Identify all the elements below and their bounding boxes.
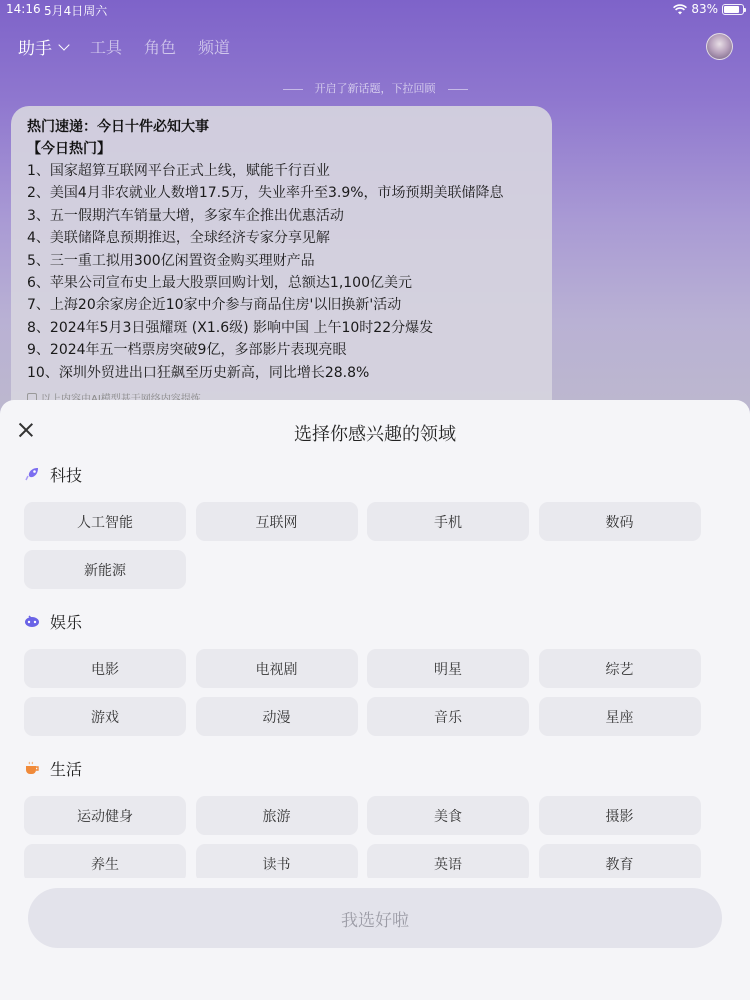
option-chip[interactable]: 美食: [367, 796, 529, 835]
section-tech-title: 科技: [50, 465, 83, 485]
option-chip[interactable]: 动漫: [196, 697, 358, 736]
section-tech-header: [24, 460, 750, 488]
section-entertainment: [0, 607, 750, 736]
section-life-title: 生活: [50, 759, 83, 779]
option-chip[interactable]: 养生: [24, 844, 186, 878]
option-chip[interactable]: 综艺: [539, 649, 701, 688]
option-chip[interactable]: 旅游: [196, 796, 358, 835]
cup-icon: [24, 760, 40, 776]
avatar[interactable]: [706, 33, 733, 60]
option-chip[interactable]: 人工智能: [24, 502, 186, 541]
option-chip[interactable]: 读书: [196, 844, 358, 878]
section-tech: [0, 460, 750, 589]
section-entertainment-title: 娱乐: [50, 612, 83, 632]
option-chip[interactable]: 电视剧: [196, 649, 358, 688]
option-chip[interactable]: 教育: [539, 844, 701, 878]
tab-tools[interactable]: 工具: [90, 38, 123, 57]
option-chip[interactable]: 互联网: [196, 502, 358, 541]
news-item: 3、五一假期汽车销量大增，多家车企推出优惠活动: [27, 207, 344, 224]
news-subtitle: 【今日热门】: [27, 141, 111, 157]
news-card: [11, 106, 552, 426]
news-title: 热门速递：今日十件必知大事: [27, 119, 209, 135]
tab-roles[interactable]: 角色: [144, 38, 177, 57]
battery-percent: 83%: [691, 2, 718, 16]
news-item: 6、苹果公司宣布史上最大股票回购计划，总额达1,100亿美元: [27, 275, 412, 292]
option-chip[interactable]: 运动健身: [24, 796, 186, 835]
option-chip[interactable]: 明星: [367, 649, 529, 688]
tab-assistant-label: 助手: [18, 39, 52, 59]
section-entertainment-header: [24, 607, 750, 635]
chevron-down-icon: [58, 39, 69, 50]
status-time: 14:16: [6, 2, 41, 16]
option-chip[interactable]: 手机: [367, 502, 529, 541]
news-item: 8、2024年5月3日强耀斑 (X1.6级) 影响中国 上午10时22分爆发: [27, 319, 434, 336]
news-item: 9、2024年五一档票房突破9亿，多部影片表现亮眼: [27, 342, 347, 359]
status-right: [673, 2, 744, 16]
option-chip[interactable]: 摄影: [539, 796, 701, 835]
option-chip[interactable]: 英语: [367, 844, 529, 878]
status-bar: [0, 0, 750, 20]
divider: [448, 89, 468, 90]
news-item: 1、国家超算互联网平台正式上线，赋能千行百业: [27, 163, 330, 179]
life-options: [24, 796, 750, 878]
option-chip[interactable]: 游戏: [24, 697, 186, 736]
rocket-icon: [24, 466, 40, 482]
tech-options: [24, 502, 750, 589]
notice-text: 开启了新话题，下拉回顾: [314, 82, 436, 95]
interest-sheet: [0, 400, 750, 1000]
news-item: 7、上海20余家房企近10家中介参与商品住房'以旧换新'活动: [27, 297, 402, 314]
new-topic-notice[interactable]: [0, 80, 750, 96]
wifi-icon: [673, 4, 687, 15]
option-chip[interactable]: 电影: [24, 649, 186, 688]
option-chip[interactable]: 数码: [539, 502, 701, 541]
news-item: 4、美联储降息预期推迟，全球经济专家分享见解: [27, 230, 330, 247]
news-item: 2、美国4月非农就业人数增17.5万，失业率升至3.9%，市场预期美联储降息: [27, 185, 504, 202]
tab-channels[interactable]: 频道: [198, 38, 231, 57]
entertainment-options: [24, 649, 750, 736]
option-chip[interactable]: 星座: [539, 697, 701, 736]
news-item: 10、深圳外贸进出口狂飙至历史新高，同比增长28.8%: [27, 364, 370, 381]
tab-assistant[interactable]: [18, 34, 68, 59]
status-date: 5月4日周六: [44, 4, 108, 18]
interest-list[interactable]: [0, 460, 750, 878]
option-chip[interactable]: 音乐: [367, 697, 529, 736]
divider: [283, 89, 303, 90]
top-nav: [18, 34, 230, 59]
section-life: [0, 754, 750, 878]
option-chip[interactable]: 新能源: [24, 550, 186, 589]
section-life-header: [24, 754, 750, 782]
sheet-title: 选择你感兴趣的领域: [294, 424, 456, 445]
confirm-button[interactable]: 我选好啦: [28, 888, 722, 948]
battery-icon: [722, 4, 744, 15]
game-icon: [24, 613, 40, 629]
news-item: 5、三一重工拟用300亿闲置资金购买理财产品: [27, 252, 315, 269]
